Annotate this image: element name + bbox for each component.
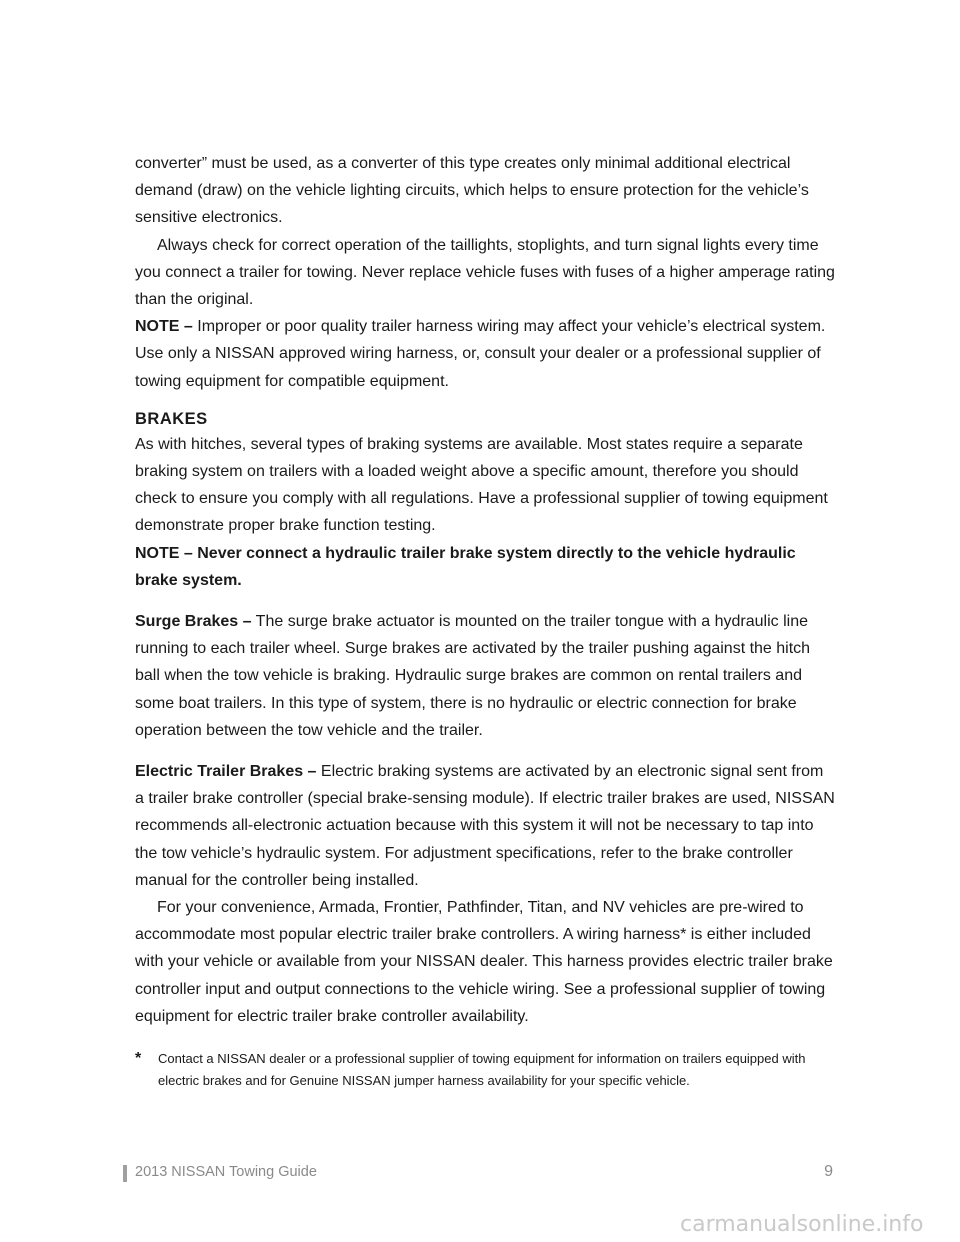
footnote bbox=[135, 1048, 835, 1092]
footnote-text: Contact a NISSAN dealer or a professional supplier of towing equipment for information on trailers equipped with electric brakes and for Genuine NISSAN jumper harness availability for your specific vehicle. bbox=[158, 1051, 806, 1088]
electric-brakes-text: Electric braking systems are activated by an electronic signal sent from a trailer brake controller (special brake-sensing module). If electric trailer brakes are used, NISSAN recommends all-electronic actuation because with this system it will not be necessary to tap into the tow vehicle’s hydraulic system. For adjustment specifications, refer to the brake controller manual for the controller being installed. bbox=[135, 763, 835, 889]
page-footer bbox=[123, 1163, 833, 1185]
note-harness bbox=[135, 313, 835, 395]
note-text: Improper or poor quality trailer harness wiring may affect your vehicle’s electrical system. Use only a NISSAN approved wiring harness, or, consult your dealer or a professional supplier of towing equipment for compatible equipment. bbox=[135, 318, 826, 390]
footer-title: 2013 NISSAN Towing Guide bbox=[135, 1164, 317, 1180]
body-text bbox=[135, 150, 835, 1030]
section-heading-brakes: BRAKES bbox=[135, 409, 208, 428]
paragraph-convenience: For your convenience, Armada, Frontier, Pathfinder, Titan, and NV vehicles are pre-wired to accommodate most popular electric trailer brake controllers. A wiring harness* is either included with your vehicle or available from your NISSAN dealer. This harness provides electric trailer brake controller input and output connections to the vehicle wiring. See a professional supplier of towing equipment for electric trailer brake controller availability. bbox=[135, 899, 833, 1025]
page-number: 9 bbox=[824, 1163, 833, 1180]
footnote-mark: * bbox=[135, 1050, 142, 1067]
watermark: carmanualsonline.info bbox=[680, 1212, 924, 1237]
electric-brakes-label: Electric Trailer Brakes – bbox=[135, 763, 317, 781]
paragraph-electric-brakes bbox=[135, 758, 835, 894]
paragraph-surge-brakes bbox=[135, 608, 835, 744]
note-label: NOTE – bbox=[135, 318, 193, 336]
footer-bar bbox=[123, 1165, 127, 1182]
surge-brakes-label: Surge Brakes – bbox=[135, 613, 252, 631]
paragraph-brakes: As with hitches, several types of braking systems are available. Most states require a separate braking system on trailers with a loaded weight above a specific amount, therefore you should check to ensure you comply with all regulations. Have a professional supplier of towing equipment demonstrate proper brake function testing. bbox=[135, 435, 828, 535]
note-hydraulic: NOTE – Never connect a hydraulic trailer brake system directly to the vehicle hydraulic brake system. bbox=[135, 544, 796, 589]
paragraph-taillights: Always check for correct operation of the taillights, stoplights, and turn signal lights every time you connect a trailer for towing. Never replace vehicle fuses with fuses of a higher amperage rating than the original. bbox=[135, 236, 835, 309]
surge-brakes-text: The surge brake actuator is mounted on the trailer tongue with a hydraulic line running to each trailer wheel. Surge brakes are activated by the trailer pushing against the hitch ball when the tow vehicle is braking. Hydraulic surge brakes are common on rental trailers and some boat trailers. In this type of system, there is no hydraulic or electric connection for brake operation between the tow vehicle and the trailer. bbox=[135, 613, 811, 739]
paragraph-converter: converter” must be used, as a converter of this type creates only minimal additional electrical demand (draw) on the vehicle lighting circuits, which helps to ensure protection for the vehicle’s sensitive electronics. bbox=[135, 155, 809, 227]
